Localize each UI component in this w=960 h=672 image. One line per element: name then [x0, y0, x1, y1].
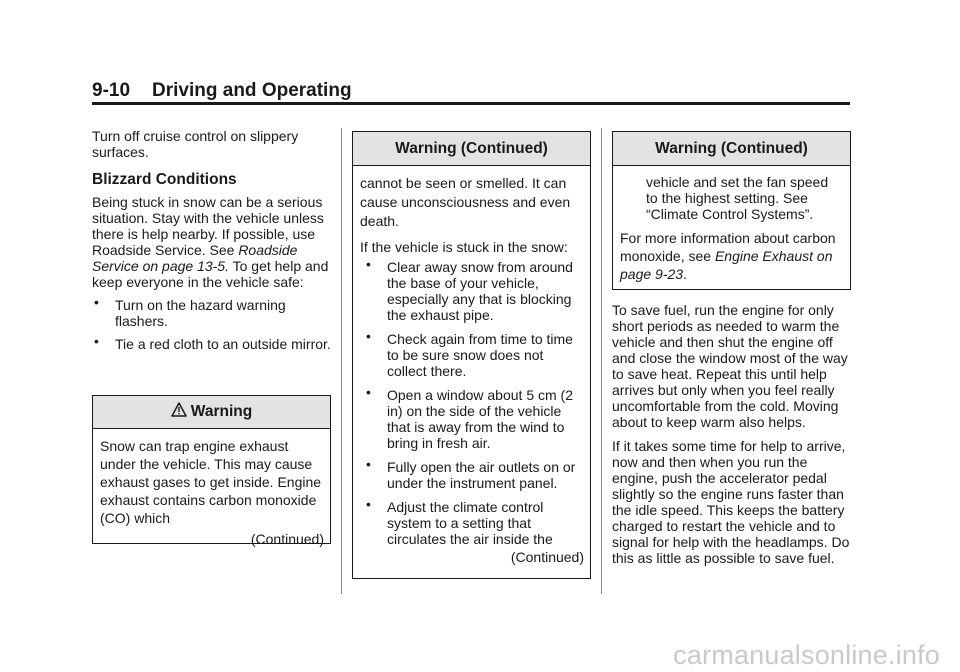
warning-body — [613, 166, 850, 283]
body-paragraph — [92, 194, 332, 290]
warning-header: Warning (Continued) — [353, 132, 590, 166]
body-text: Being stuck in snow can be a serious situation. Stay with the vehicle unless there is help nearby. If possible, use Roadside Service. See — [92, 194, 324, 258]
continued-label: (Continued) — [250, 531, 324, 547]
warning-triangle-icon — [171, 402, 187, 417]
warning-body: Snow can trap engine exhaust under the vehicle. This may cause exhaust gases to get inside. Engine exhaust contains carbon monoxide (CO) which — [100, 438, 322, 526]
warning-body: cannot be seen or smelled. It can cause unconsciousness and even death. If the vehicle is stuck in the snow: • Clear away snow from around the base of your vehicle, especially any that is blocking the exhaust pipe. • Check again from time to time to be sure snow does not collect there. • Open a window about 5 cm (2 in) on the side of the vehicle that is away from the wind to bring in fresh air. • Fully open the air outlets on or under the instrument panel. • Adjust the climate control system to a setting that circulates the air inside the — [353, 166, 590, 547]
bullet-icon: • — [366, 256, 371, 272]
list-item: • Check again from time to time to be sure snow does not collect there. — [366, 328, 573, 379]
watermark: carmanualsonline.info — [673, 640, 940, 670]
warning-title: Warning — [190, 403, 253, 420]
section-title: Driving and Operating — [152, 80, 352, 101]
bullet-icon: • — [94, 333, 99, 349]
list-item: • Tie a red cloth to an outside mirror. — [94, 333, 331, 352]
warning-box — [92, 395, 331, 547]
engine-exhaust-reference: Engine Exhaust on page 9-23 — [620, 248, 833, 282]
column-3 — [612, 302, 854, 573]
list-item: • Adjust the climate control system to a setting that circulates the air inside the — [366, 496, 553, 547]
warning-header — [93, 396, 330, 429]
page-header — [92, 80, 352, 102]
continued-bullet-text: vehicle and set the fan speed to the highest setting. See “Climate Control Systems”. — [646, 174, 829, 222]
body-paragraph: To save fuel, run the engine for only short periods as needed to warm the vehicle and then shut the engine off and close the window most of the way to save heat. Repeat this until help arrives but only when you feel really uncomfortable from the cold. Moving about to keep warm also helps. — [612, 302, 848, 430]
body-paragraph: If it takes some time for help to arrive, now and then when you run the engine, push the accelerator pedal slightly so the engine runs faster than the idle speed. This keeps the battery charged to restart the vehicle and to signal for help with the headlamps. Do this as little as possible to save fuel. — [612, 438, 850, 566]
column-divider-2 — [601, 128, 602, 594]
list-item: • Turn on the hazard warning flashers. — [94, 294, 286, 329]
section-heading: Blizzard Conditions — [92, 171, 237, 188]
roadside-service-reference: Roadside Service on page 13-5. — [92, 242, 298, 274]
bullet-icon: • — [366, 384, 371, 400]
warning-continued-box — [612, 131, 851, 290]
body-text-end: To get help and keep everyone in the vehicle safe: — [92, 258, 329, 290]
column-1 — [92, 128, 332, 359]
exhaust-reference-paragraph: For more information about carbon monoxide, see Engine Exhaust on page 9-23. — [620, 230, 836, 282]
warning-continued-box — [352, 131, 591, 579]
intro-text: Turn off cruise control on slippery surfaces. — [92, 128, 299, 160]
page-number: 9-10 — [92, 80, 131, 101]
list-item: • Clear away snow from around the base of your vehicle, especially any that is blocking the exhaust pipe. — [366, 256, 573, 323]
list-item: • Fully open the air outlets on or under the instrument panel. — [366, 456, 576, 491]
bullet-icon: • — [366, 328, 371, 344]
continued-label: (Continued) — [510, 549, 584, 565]
header-rule — [92, 102, 850, 105]
bullet-icon: • — [366, 456, 371, 472]
column-divider-1 — [341, 128, 342, 594]
list-item: • Open a window about 5 cm (2 in) on the side of the vehicle that is away from the wind to bring in fresh air. — [366, 384, 573, 451]
warning-header: Warning (Continued) — [613, 132, 850, 166]
bullet-icon: • — [366, 496, 371, 512]
bullet-icon: • — [94, 294, 99, 310]
